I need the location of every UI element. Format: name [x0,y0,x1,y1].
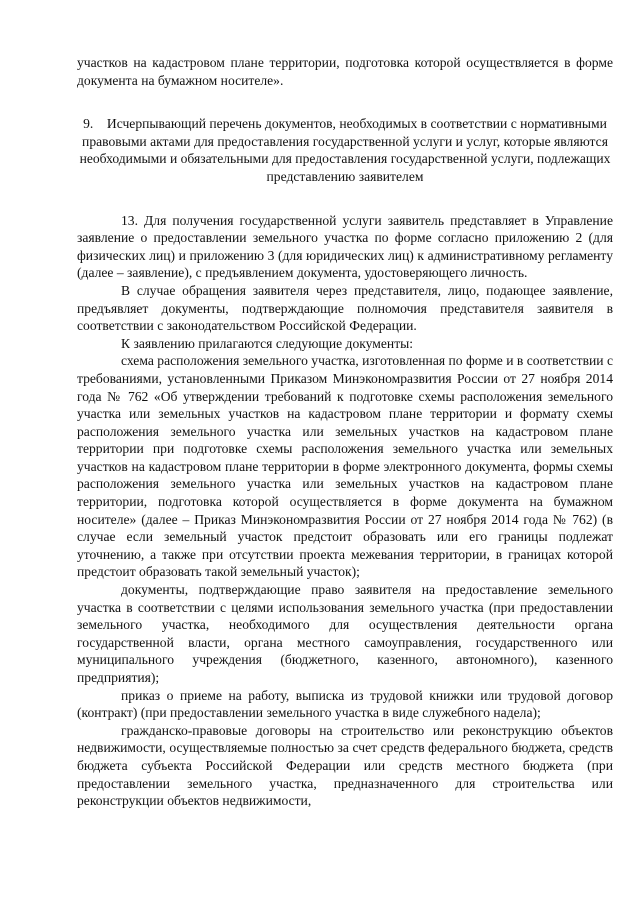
list-item-employment-order: приказ о приеме на работу, выписка из трудовой книжки или трудовой договор (контракт) (при предоставлении земельного участка в виде служебного надела); [77,687,613,721]
list-item-scheme: схема расположения земельного участка, изготовленная по форме и в соответствии с требованиями, установленными Приказом Минэкономразвития России от 27 ноября 2014 года № 762 «Об утверждении требований к подготовке схемы расположения земельного участка или земельных участков на кадастровом плане территории и формату схемы расположения земельного участка или земельных участков на кадастровом плане территории при подготовке схемы расположения земельного участка или земельных участков на кадастровом плане территории в форме электронного документа, формы схемы расположения земельного участка или земельных участков на кадастровом плане территории, подготовка которой осуществляется в форме документа на бумажном носителе» (далее – Приказ Минэкономразвития России от 27 ноября 2014 года № 762) (в случае если земельный участок предстоит образовать или его границы подлежат уточнению, а также при отсутствии проекта межевания территории, в границах которой предстоит образовать такой земельный участок); [77,353,613,580]
paragraph-attachments-intro: К заявлению прилагаются следующие документы: [121,335,414,351]
paragraph-representative: В случае обращения заявителя через представителя, лицо, подающее заявление, предъявляет документы, подтверждающие полномочия представителя заявителя в соответствии с законодательством Российской Федерации. [77,282,613,334]
list-item-rights-documents: документы, подтверждающие право заявителя на предоставление земельного участка в соответствии с целями использования земельного участка (при предоставлении земельного участка, необходимого для осуществления деятельности органа государственной власти, органа местного самоуправления, государственного или муниципального учреждения (бюджетного, казенного, автономного), казенного предприятия); [77,582,613,685]
document-page [77,54,613,810]
intro-paragraph-tail: участков на кадастровом плане территории, подготовка которой осуществляется в форме документа на бумажном носителе». [77,55,613,88]
section-heading [77,115,613,185]
section-heading-text: Исчерпывающий перечень документов, необходимых в соответствии с нормативными правовыми актами для предоставления государственной услуги и услуг, которые являются необходимыми и обязательными для предоставления государственной услуги, подлежащих представлению заявителем [79,116,611,184]
paragraph-13: 13. Для получения государственной услуги заявитель представляет в Управление заявление о предоставлении земельного участка по форме согласно приложению 2 (для физических лиц) и приложению 3 (для юридических лиц) к административному регламенту (далее – заявление), с предъявлением документа, удостоверяющего личность. [77,212,613,281]
list-item-civil-contracts: гражданско-правовые договоры на строительство или реконструкцию объектов недвижимости, осуществляемые полностью за счет средств федерального бюджета, средств бюджета субъекта Российской Федерации или средств местного бюджета (при предоставлении земельного участка, предназначенного для строительства или реконструкции объектов недвижимости, [77,722,613,809]
section-heading-number: 9. [83,116,94,132]
